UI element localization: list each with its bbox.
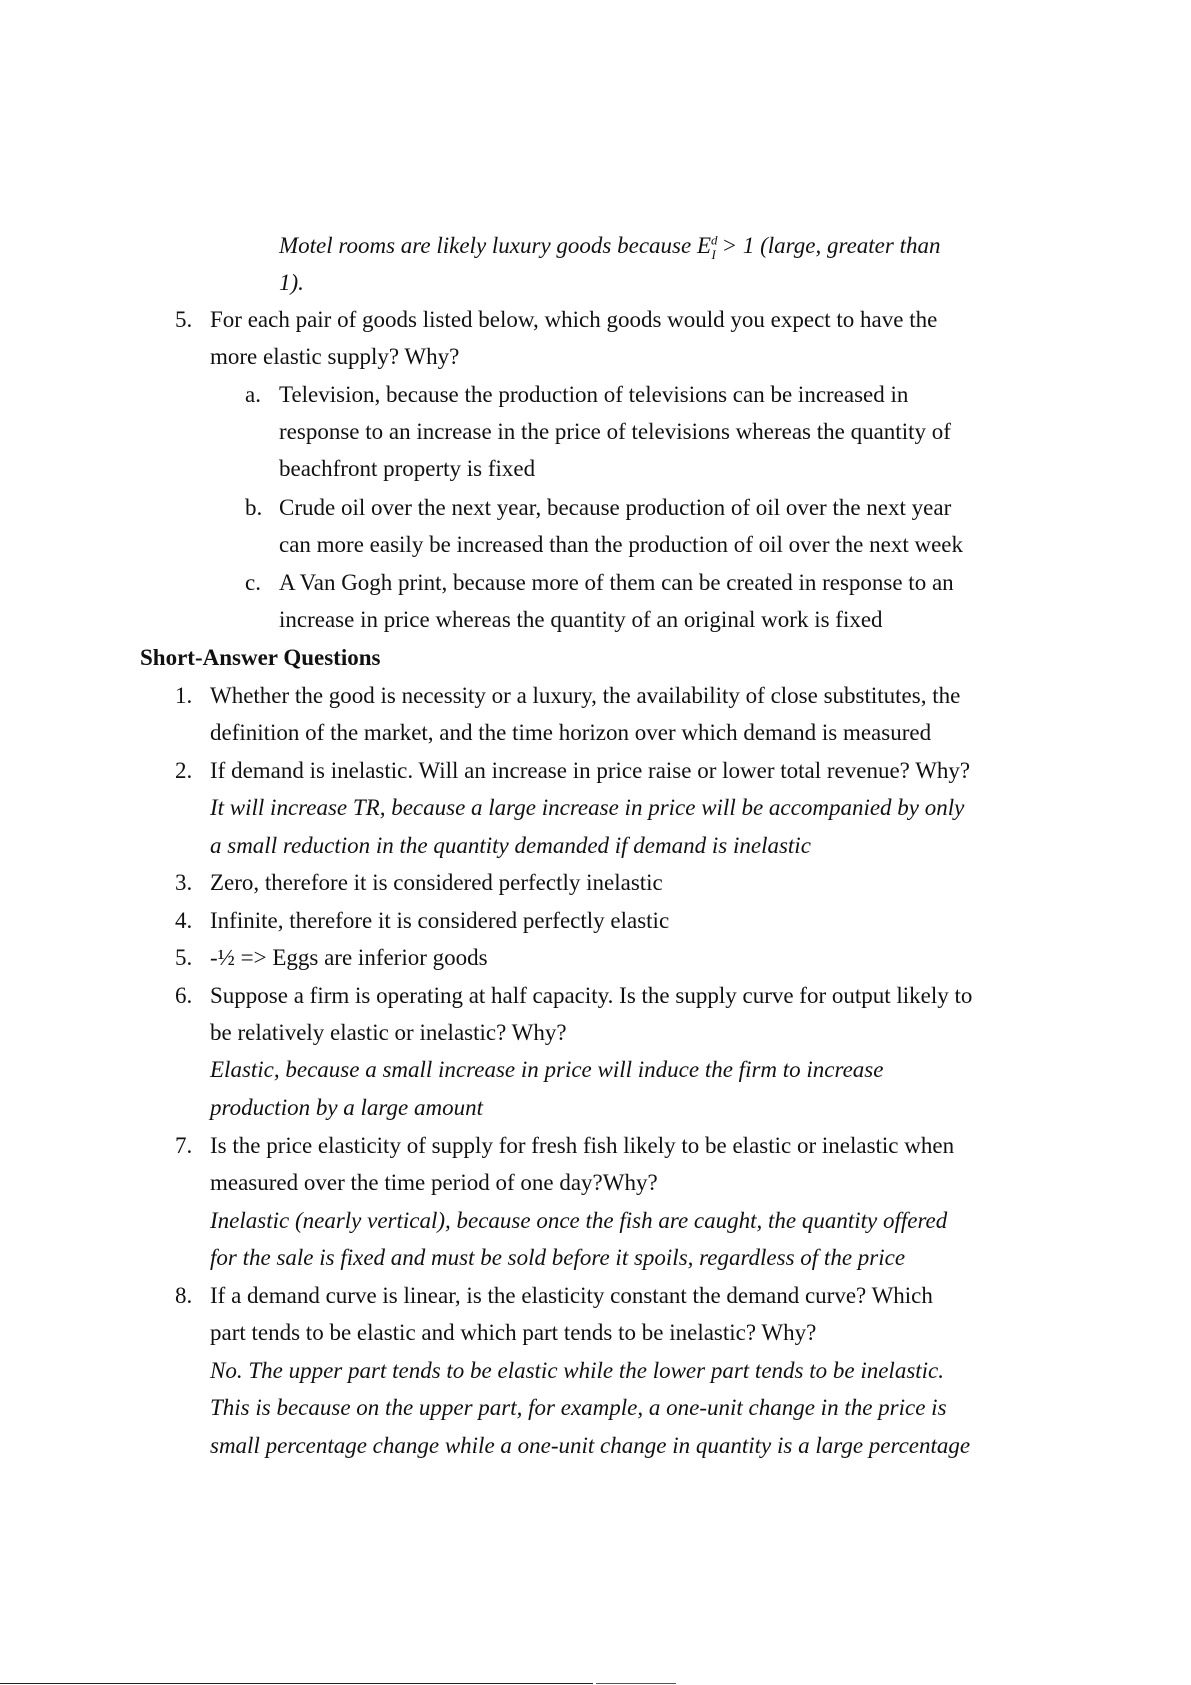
q5b-line-2: can more easily be increased than the production of oil over the next week [279, 532, 963, 557]
sa8-number: 8. [175, 1283, 193, 1308]
q5a-line-2: response to an increase in the price of televisions whereas the quantity of [279, 419, 951, 444]
page-bottom-divider [0, 1683, 593, 1684]
sa4-line-1: Infinite, therefore it is considered perfectly elastic [210, 908, 670, 933]
sa8-line-1: If a demand curve is linear, is the elasticity constant the demand curve? Which [210, 1283, 933, 1308]
sa6-line-1: Suppose a firm is operating at half capacity. Is the supply curve for output likely to [210, 983, 973, 1008]
sa7-line-2: measured over the time period of one day?Why? [210, 1170, 658, 1195]
superscript-d: d [711, 232, 718, 248]
sa2-answer-line-1: It will increase TR, because a large increase in price will be accompanied by only [210, 795, 965, 820]
section-heading-short-answer: Short-Answer Questions [140, 645, 381, 670]
sa2-number: 2. [175, 758, 193, 783]
sa7-answer-line-2: for the sale is fixed and must be sold before it spoils, regardless of the price [210, 1245, 906, 1270]
sa5-line-1: -½ => Eggs are inferior goods [210, 945, 488, 970]
sa8-answer-line-2: This is because on the upper part, for example, a one-unit change in the price is [210, 1395, 947, 1420]
q5-number: 5. [175, 307, 193, 332]
sa8-answer-line-1: No. The upper part tends to be elastic while the lower part tends to be inelastic. [210, 1358, 945, 1383]
continued-answer-line-1 [279, 231, 940, 261]
q5a-line-3: beachfront property is fixed [279, 456, 536, 481]
sa6-line-2: be relatively elastic or inelastic? Why? [210, 1020, 567, 1045]
sa7-answer-line-1: Inelastic (nearly vertical), because once the fish are caught, the quantity offered [210, 1208, 948, 1233]
sa1-line-1: Whether the good is necessity or a luxury, the availability of close substitutes, the [210, 683, 961, 708]
page-bottom-divider-fragment [596, 1683, 676, 1684]
q5a-line-1: Television, because the production of televisions can be increased in [279, 382, 909, 407]
answer-text-suffix: > 1 (large, greater than [715, 233, 941, 258]
sa1-line-2: definition of the market, and the time horizon over which demand is measured [210, 720, 932, 745]
sa5-number: 5. [175, 945, 193, 970]
q5b-line-1: Crude oil over the next year, because production of oil over the next year [279, 495, 952, 520]
sa6-answer-line-1: Elastic, because a small increase in price will induce the firm to increase [210, 1057, 884, 1082]
q5c-marker: c. [245, 570, 261, 595]
q5a-marker: a. [245, 382, 261, 407]
sa2-answer-line-2: a small reduction in the quantity demanded if demand is inelastic [210, 833, 811, 858]
q5c-line-2: increase in price whereas the quantity of an original work is fixed [279, 607, 883, 632]
sa7-line-1: Is the price elasticity of supply for fresh fish likely to be elastic or inelastic when [210, 1133, 955, 1158]
sa8-line-2: part tends to be elastic and which part tends to be inelastic? Why? [210, 1320, 817, 1345]
q5-text-line-2: more elastic supply? Why? [210, 344, 460, 369]
continued-answer-line-2: 1). [279, 270, 304, 295]
q5c-line-1: A Van Gogh print, because more of them can be created in response to an [279, 570, 954, 595]
q5-text-line-1: For each pair of goods listed below, which goods would you expect to have the [210, 307, 938, 332]
q5b-marker: b. [245, 495, 263, 520]
answer-text: Motel rooms are likely luxury goods because E [279, 233, 711, 258]
sa1-number: 1. [175, 683, 193, 708]
sa6-answer-line-2: production by a large amount [210, 1095, 483, 1120]
sa3-number: 3. [175, 870, 193, 895]
sa3-line-1: Zero, therefore it is considered perfectly inelastic [210, 870, 663, 895]
sa7-number: 7. [175, 1133, 193, 1158]
sa6-number: 6. [175, 983, 193, 1008]
sa8-answer-line-3: small percentage change while a one-unit change in quantity is a large percentage [210, 1433, 971, 1458]
sa2-line-1: If demand is inelastic. Will an increase in price raise or lower total revenue? Why? [210, 758, 971, 783]
sa4-number: 4. [175, 908, 193, 933]
subscript-i: I [711, 246, 716, 262]
